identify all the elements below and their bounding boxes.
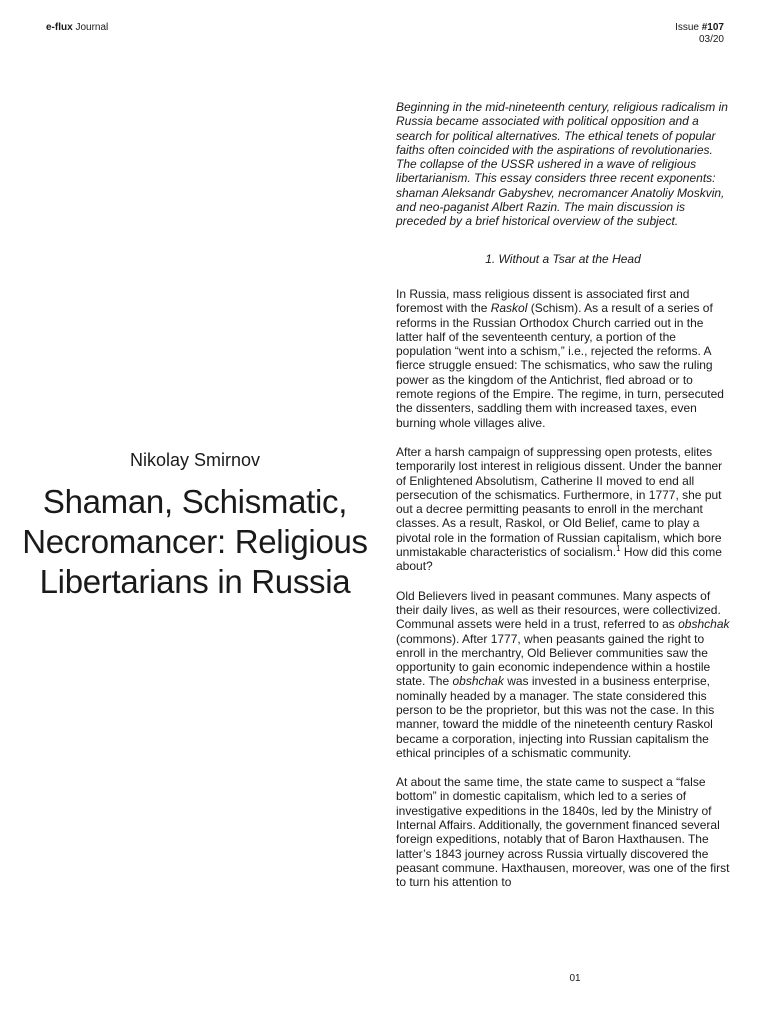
paragraph-1-text-c: (Schism). As a result of a series of reforms in the Russian Orthodox Church carried out in the latter half of the seventeenth century, a portion of the population “went into a schism,” i.e., rejected the reforms. A fierce struggle ensued: The schismatics, who saw the ruling power as the kingdom of the Antichrist, fled abroad or to remote regions of the Empire. The regime, in turn, persecuted the dissenters, saddling them with increased taxes, even burning whole villages alive. [396,301,724,430]
issue-number: #107 [701,22,724,33]
paragraph-2-text-a: After a harsh campaign of suppressing open protests, elites temporarily lost interest in religious dissent. Under the banner of Enlightened Absolutism, Catherine II moved to end all persecution of the schismatics. Furthermore, in 1777, she put out a decree permitting peasants to enroll in the merchant classes. As a result, Raskol, or Old Belief, came to play a pivotal role in the formation of Russian capitalism, which bore unmistakable characteristics of socialism. [396,444,723,560]
paragraph-2-text-b: How did this come about? [396,545,722,574]
paragraph-3 [396,589,730,761]
page-number: 01 [569,973,581,984]
article-abstract: Beginning in the mid-nineteenth century, religious radicalism in Russia became associated with political opposition and a search for political alternatives. The ethical tenets of popular faiths often coincided with the aspirations of revolutionaries. The collapse of the USSR ushered in a wave of religious libertarianism. This essay considers three recent exponents: shaman Aleksandr Gabyshev, necromancer Anatoliy Moskvin, and neo-paganist Albert Razin. The main discussion is preceded by a brief historical overview of the subject. [396,100,728,229]
paragraph-4: At about the same time, the state came to suspect a “false bottom” in domestic capitalism, which led to a series of investigative expeditions in the 1840s, led by the Ministry of Internal Affairs. Additionally, the government financed several foreign expeditions, notably that of Baron Haxthausen. The latter’s 1843 journey across Russia virtually discovered the peasant commune. Haxthausen, moreover, was one of the first to turn his attention to [396,775,730,890]
author-name: Nikolay Smirnov [129,450,261,470]
article-body [396,100,730,905]
journal-label: Journal [75,22,109,33]
article-title: Shaman, Schismatic, Necromancer: Religious Libertarians in Russia [22,483,368,600]
title-block [20,448,370,602]
obshchak-term: obshchak [678,617,730,632]
obshchak-term-2: obshchak [452,674,504,689]
paragraph-3-text-c: (commons). After 1777, when peasants gained the right to enroll in the merchantry, Old Believer communities saw the opportunity to gain economic independence within a hostile state. The [396,631,711,689]
paragraph-3-text-e: was invested in a business enterprise, nominally headed by a manager. The state considered this person to be the proprietor, but this was not the case. In this manner, toward the middle of the nineteenth century Raskol became a corporation, injecting into Russian capitalism the ethical principles of a schismatic community. [396,674,715,760]
brand-name: e-flux [46,22,73,33]
raskol-term: Raskol [490,301,528,316]
journal-header [46,22,108,34]
footnote-marker[interactable]: 1 [616,544,621,554]
issue-info [675,22,724,46]
paragraph-1 [396,287,730,430]
issue-date: 03/20 [698,34,724,45]
paragraph-3-text-a: Old Believers lived in peasant communes. Many aspects of their daily lives, as well as their resources, were collectivized. Communal assets were held in a trust, referred to as [396,588,721,632]
paragraph-1-text-a: In Russia, mass religious dissent is associated first and foremost with the [396,286,690,316]
paragraph-2 [396,445,730,574]
issue-label: Issue [675,22,699,33]
section-heading: 1. Without a Tsar at the Head [485,251,641,266]
